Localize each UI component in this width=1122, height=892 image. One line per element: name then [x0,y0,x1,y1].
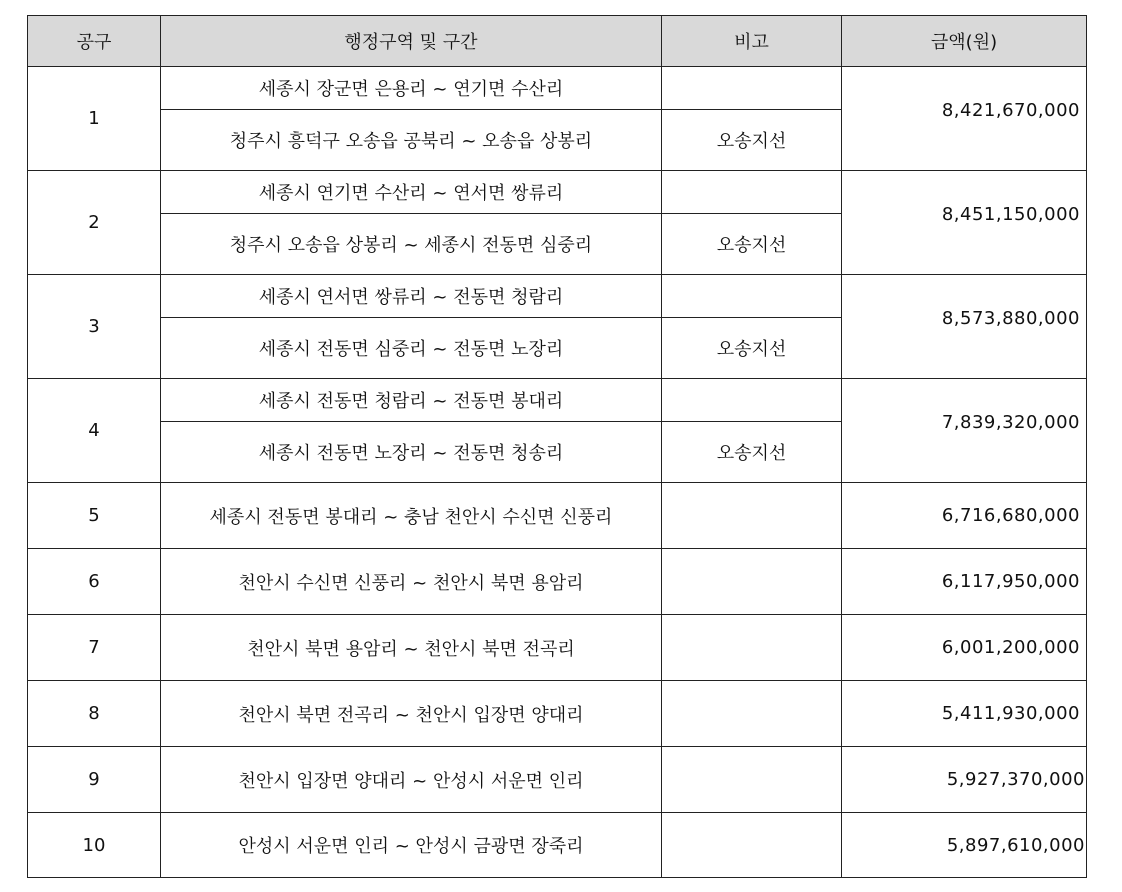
table-row [28,681,1087,747]
region-cell: 천안시 북면 전곡리 ~ 천안시 입장면 양대리 [161,681,662,747]
amount-cell: 6,001,200,000 [842,615,1087,681]
note-cell [662,747,842,813]
contract-section-table [27,15,1087,878]
region-cell: 세종시 전동면 노장리 ~ 전동면 청송리 [161,422,662,483]
region-cell: 천안시 수신면 신풍리 ~ 천안시 북면 용암리 [161,549,662,615]
region-cell: 세종시 연기면 수산리 ~ 연서면 쌍류리 [161,171,662,214]
amount-value: 8,573,880,000 [941,308,1080,329]
table-row [28,813,1087,878]
amount-cell: 5,897,610,000 [842,813,1087,878]
table-row [28,275,1087,318]
note-cell [662,681,842,747]
amount-value: 8,421,670,000 [941,100,1080,121]
amount-value: 7,839,320,000 [941,412,1080,433]
amount-cell: 5,411,930,000 [842,681,1087,747]
note-cell [662,379,842,422]
section-number: 10 [28,813,161,878]
table-header-row [28,16,1087,67]
header-amount: 금액(원) [842,16,1087,67]
header-note: 비고 [662,16,842,67]
section-number: 3 [28,275,161,379]
section-number: 6 [28,549,161,615]
header-section: 공구 [28,16,161,67]
section-number: 2 [28,171,161,275]
amount-cell [842,379,1087,483]
region-cell: 천안시 입장면 양대리 ~ 안성시 서운면 인리 [161,747,662,813]
amount-cell: 5,927,370,000 [842,747,1087,813]
amount-cell [842,275,1087,379]
note-cell [662,171,842,214]
note-cell [662,67,842,110]
table-row [28,67,1087,110]
section-number: 5 [28,483,161,549]
section-number: 7 [28,615,161,681]
section-number: 8 [28,681,161,747]
table-row [28,171,1087,214]
table-row [28,379,1087,422]
note-cell [662,275,842,318]
section-number: 4 [28,379,161,483]
section-number: 9 [28,747,161,813]
amount-cell [842,171,1087,275]
amount-value: 8,451,150,000 [941,204,1080,225]
amount-cell: 6,117,950,000 [842,549,1087,615]
region-cell: 세종시 전동면 심중리 ~ 전동면 노장리 [161,318,662,379]
amount-cell [842,67,1087,171]
table-row [28,549,1087,615]
note-cell: 오송지선 [662,318,842,379]
table-row [28,483,1087,549]
note-cell [662,615,842,681]
region-cell: 세종시 장군면 은용리 ~ 연기면 수산리 [161,67,662,110]
region-cell: 세종시 연서면 쌍류리 ~ 전동면 청람리 [161,275,662,318]
note-cell: 오송지선 [662,422,842,483]
region-cell: 천안시 북면 용암리 ~ 천안시 북면 전곡리 [161,615,662,681]
table-row [28,747,1087,813]
note-cell: 오송지선 [662,110,842,171]
region-cell: 청주시 오송읍 상봉리 ~ 세종시 전동면 심중리 [161,214,662,275]
table-row [28,615,1087,681]
region-cell: 청주시 흥덕구 오송읍 공북리 ~ 오송읍 상봉리 [161,110,662,171]
region-cell: 세종시 전동면 봉대리 ~ 충남 천안시 수신면 신풍리 [161,483,662,549]
note-cell: 오송지선 [662,214,842,275]
note-cell [662,483,842,549]
amount-cell: 6,716,680,000 [842,483,1087,549]
section-number: 1 [28,67,161,171]
region-cell: 세종시 전동면 청람리 ~ 전동면 봉대리 [161,379,662,422]
note-cell [662,813,842,878]
note-cell [662,549,842,615]
region-cell: 안성시 서운면 인리 ~ 안성시 금광면 장죽리 [161,813,662,878]
header-region: 행정구역 및 구간 [161,16,662,67]
